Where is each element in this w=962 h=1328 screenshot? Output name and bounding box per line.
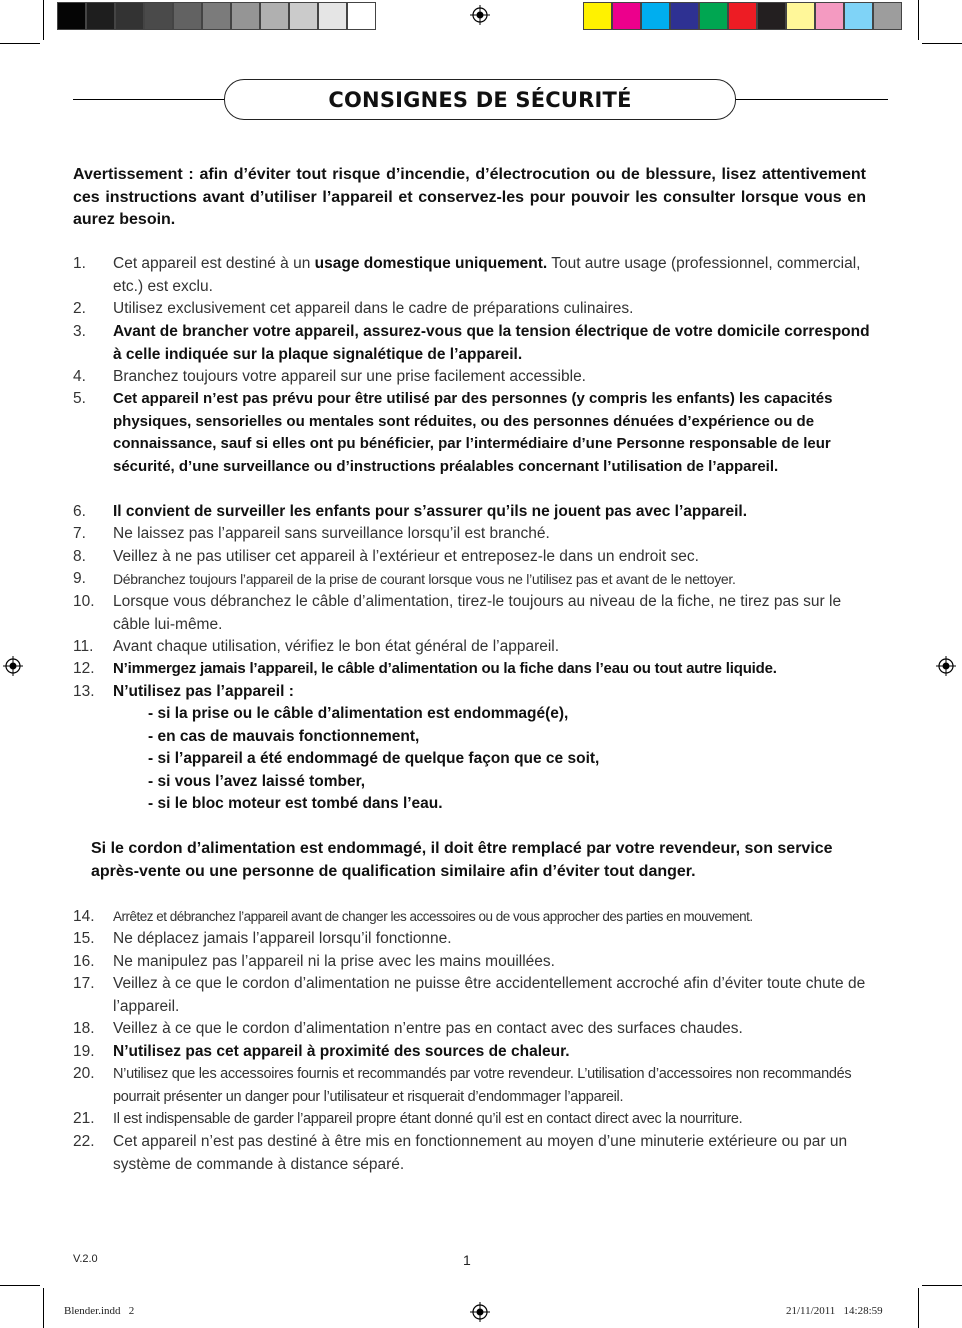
color-swatch <box>86 2 115 30</box>
list-item: 2. Utilisez exclusivement cet appareil dans le cadre de préparations culinaires. <box>73 300 634 317</box>
sub-item: - en cas de mauvais fonctionnement, <box>148 727 420 745</box>
sub-item: - si la prise ou le câble d’alimentation est endommagé(e), <box>148 705 569 722</box>
color-swatch <box>318 2 347 30</box>
crop-mark <box>0 1285 40 1286</box>
list-item: 19. N’utilisez pas cet appareil à proximité des sources de chaleur. <box>73 1043 570 1060</box>
color-swatch <box>844 2 873 30</box>
list-item: 22. Cet appareil n’est pas destiné à être mis en fonctionnement au moyen d’une minuterie extérieure ou par un système de commande à distance séparé. <box>73 1133 848 1173</box>
registration-mark-icon <box>470 5 490 25</box>
list-item: 10. Lorsque vous débranchez le câble d’alimentation, tirez-le toujours au niveau de la fiche, ne tirez pas sur le câble lui-même. <box>73 593 842 633</box>
list-item: 11. Avant chaque utilisation, vérifiez le bon état général de l’appareil. <box>73 638 560 655</box>
color-swatch <box>728 2 757 30</box>
file-name: Blender.indd 2 <box>64 1305 135 1317</box>
registration-mark-icon <box>470 1302 490 1322</box>
list-item: 16. Ne manipulez pas l’appareil ni la prise avec les mains mouillées. <box>73 953 555 970</box>
print-timestamp: 21/11/2011 14:28:59 <box>786 1305 883 1317</box>
registration-mark-icon <box>3 656 23 676</box>
title-rule-right <box>736 99 888 100</box>
list-item: 20. N’utilisez que les accessoires fournis et recommandés par votre revendeur. L’utilisation d’accessoires non recommandés pourrait présenter un danger pour l’utilisateur et risquerait d’endommager l’appareil. <box>73 1065 852 1105</box>
list-item: 8. Veillez à ne pas utiliser cet appareil à l’extérieur et entreposez-le dans un endroit sec. <box>73 548 699 565</box>
page-title-text: CONSIGNES DE SÉCURITÉ <box>328 87 632 112</box>
list-item: 17. Veillez à ce que le cordon d’alimentation ne puisse être accidentellement accroché afin d’éviter toute chute de l’appareil. <box>73 975 866 1015</box>
crop-mark <box>0 43 40 44</box>
list-item: 12. N’immergez jamais l’appareil, le câble d’alimentation ou la fiche dans l’eau ou tout autre liquide. <box>73 660 777 677</box>
crop-mark <box>43 1288 44 1328</box>
color-swatch <box>873 2 902 30</box>
list-item: 18. Veillez à ce que le cordon d’alimentation n’entre pas en contact avec des surfaces chaudes. <box>73 1020 743 1037</box>
crop-mark <box>918 1288 919 1328</box>
crop-mark <box>922 43 962 44</box>
cord-notice: Si le cordon d’alimentation est endommagé, il doit être remplacé par votre revendeur, son service après-vente ou une personne de qualification similaire afin d’éviter tout danger. <box>91 840 833 880</box>
list-item: 4. Branchez toujours votre appareil sur une prise facilement accessible. <box>73 368 586 385</box>
sub-item: - si vous l’avez laissé tomber, <box>148 772 366 790</box>
list-item: 14. Arrêtez et débranchez l’appareil avant de changer les accessoires ou de vous approcher des parties en mouvement. <box>73 908 753 925</box>
color-swatch <box>57 2 86 30</box>
color-swatch <box>144 2 173 30</box>
version-label: V.2.0 <box>73 1253 98 1265</box>
list-item: 13. N’utilisez pas l’appareil : <box>73 683 294 700</box>
crop-mark <box>922 1285 962 1286</box>
color-calibration-bar <box>583 2 902 30</box>
sub-item: - si le bloc moteur est tombé dans l’eau. <box>148 795 443 812</box>
list-item: 21. Il est indispensable de garder l’appareil propre étant donné qu’il est en contact direct avec la nourriture. <box>73 1110 743 1127</box>
list-item: 9. Débranchez toujours l’appareil de la prise de courant lorsque vous ne l’utilisez pas et avant de le nettoyer. <box>73 570 736 587</box>
color-swatch <box>815 2 844 30</box>
page-number: 1 <box>463 1252 471 1268</box>
list-item: 3. Avant de brancher votre appareil, assurez-vous que la tension électrique de votre domicile correspond à celle indiquée sur la plaque signalétique de l’appareil. <box>73 323 870 363</box>
color-swatch <box>583 2 612 30</box>
color-swatch <box>260 2 289 30</box>
color-swatch <box>115 2 144 30</box>
warning-paragraph: Avertissement : afin d’éviter tout risque d’incendie, d’électrocution ou de blessure, lisez attentivement ces instructions avant d’utiliser l’appareil et conservez-les pour pouvoir les consulter lorsque vous en aurez besoin. <box>73 166 866 228</box>
color-swatch <box>231 2 260 30</box>
color-swatch <box>202 2 231 30</box>
list-item: 7. Ne laissez pas l’appareil sans surveillance lorsqu’il est branché. <box>73 525 550 542</box>
page-title <box>224 79 736 120</box>
color-swatch <box>670 2 699 30</box>
color-swatch <box>699 2 728 30</box>
list-item: 6. Il convient de surveiller les enfants pour s’assurer qu’ils ne jouent pas avec l’appareil. <box>73 503 748 520</box>
crop-mark <box>43 0 44 40</box>
color-swatch <box>612 2 641 30</box>
crop-mark <box>918 0 919 40</box>
list-item: 15. Ne déplacez jamais l’appareil lorsqu’il fonctionne. <box>73 930 452 947</box>
color-swatch <box>786 2 815 30</box>
gray-calibration-bar <box>57 2 376 30</box>
color-swatch <box>641 2 670 30</box>
sub-item: - si l’appareil a été endommagé de quelque façon que ce soit, <box>148 750 600 767</box>
title-rule-left <box>73 99 225 100</box>
color-swatch <box>347 2 376 30</box>
color-swatch <box>173 2 202 30</box>
list-item: 1. Cet appareil est destiné à un usage domestique uniquement. Tout autre usage (professionnel, commercial, etc.) est exclu. <box>73 255 861 295</box>
sub-item-list <box>148 703 599 816</box>
list-item: 5. Cet appareil n’est pas prévu pour être utilisé par des personnes (y compris les enfants) les capacités physiques, sensorielles ou mentales sont réduites, ou des personnes dénuées d’expérience ou de connaissance, sauf si elles ont pu bénéficier, par l’intermédiaire d’une Personne responsable de leur sécurité, d’une surveillance ou d’instructions préalables concernant l’utilisation de l’appareil. <box>73 390 833 475</box>
color-swatch <box>757 2 786 30</box>
registration-mark-icon <box>936 656 956 676</box>
color-swatch <box>289 2 318 30</box>
